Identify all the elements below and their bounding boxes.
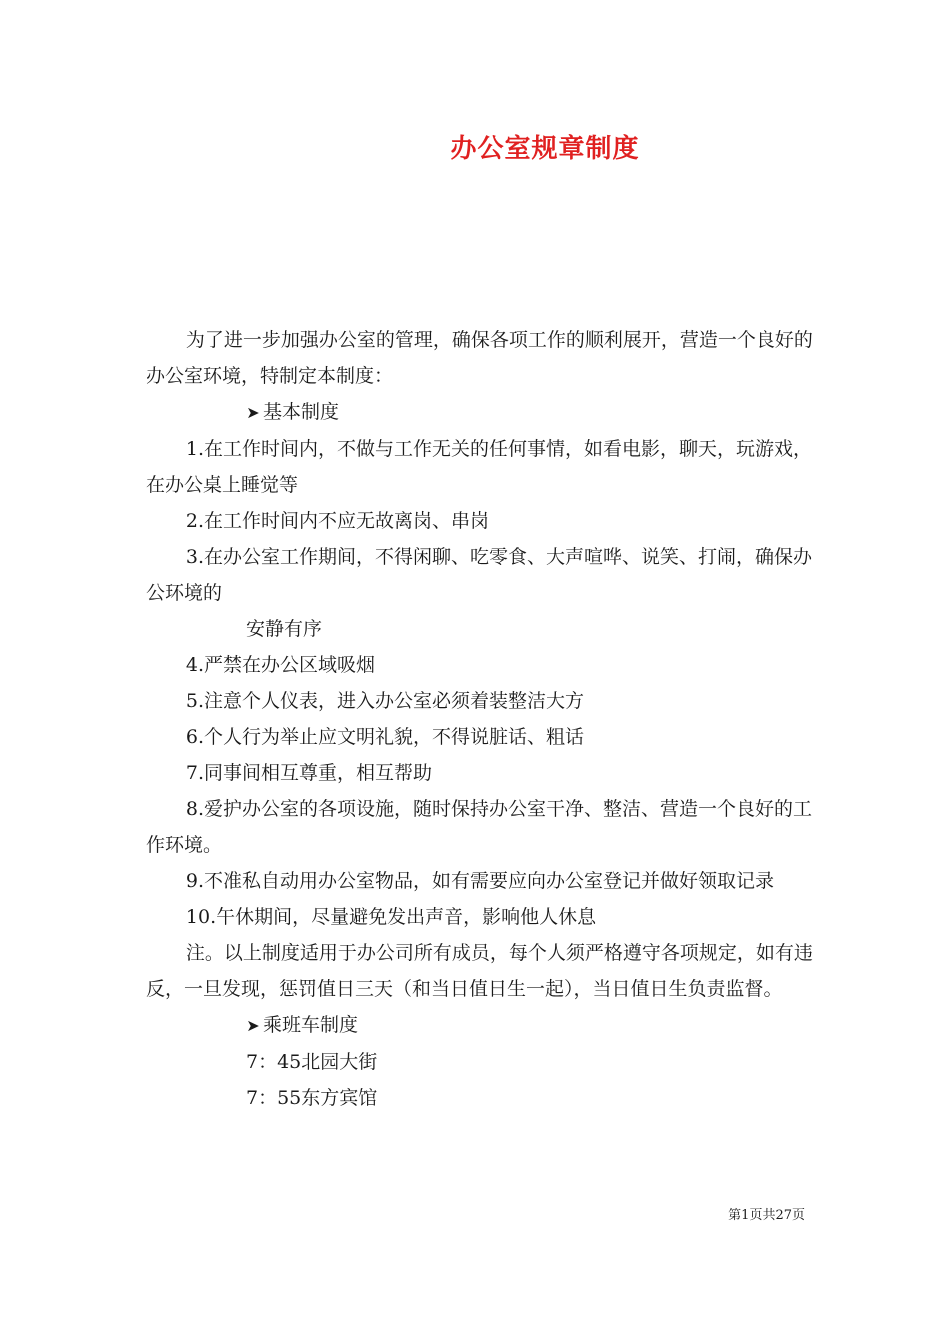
- rule-1: 1.在工作时间内，不做与工作无关的任何事情，如看电影，聊天，玩游戏，在办公桌上睡觉等: [146, 438, 813, 496]
- page-number-footer: 第1页共27页: [728, 1208, 805, 1223]
- bus-stop-1: 7：45北园大街: [246, 1051, 378, 1073]
- section-heading-basic-rules: [146, 394, 816, 431]
- arrowhead-bullet-icon: ➤: [246, 403, 260, 422]
- rule-5: 5.注意个人仪表，进入办公室必须着装整洁大方: [185, 690, 585, 712]
- rule-3: 3.在办公室工作期间，不得闲聊、吃零食、大声喧哗、说笑、打闹，确保办公环境的: [146, 546, 813, 604]
- bus-stop-2: 7：55东方宾馆: [246, 1087, 378, 1109]
- document-body: [146, 322, 816, 1116]
- rule-6: 6.个人行为举止应文明礼貌，不得说脏话、粗话: [185, 726, 585, 748]
- section-heading-label: 基本制度: [263, 401, 340, 423]
- section-heading-shuttle-bus: [146, 1007, 816, 1044]
- rule-9: 9.不准私自动用办公室物品，如有需要应向办公室登记并做好领取记录: [185, 870, 775, 892]
- document-title: 办公室规章制度: [450, 134, 640, 164]
- arrowhead-bullet-icon: ➤: [246, 1016, 260, 1035]
- rule-7: 7.同事间相互尊重，相互帮助: [185, 762, 433, 784]
- rule-10: 10.午休期间，尽量避免发出声音，影响他人休息: [185, 906, 597, 928]
- section-heading-label: 乘班车制度: [263, 1014, 359, 1036]
- rule-3-continuation: 安静有序: [246, 618, 323, 640]
- rule-8: 8.爱护办公室的各项设施，随时保持办公室干净、整洁、营造一个良好的工作环境。: [146, 798, 813, 856]
- note-paragraph: 注。以上制度适用于办公司所有成员，每个人须严格遵守各项规定，如有违反，一旦发现，惩罚值日三天（和当日值日生一起），当日值日生负责监督。: [146, 942, 813, 1000]
- rule-2: 2.在工作时间内不应无故离岗、串岗: [185, 510, 490, 532]
- intro-paragraph: 为了进一步加强办公室的管理，确保各项工作的顺利展开，营造一个良好的办公室环境，特制定本制度：: [146, 329, 813, 387]
- rule-4: 4.严禁在办公区域吸烟: [185, 654, 376, 676]
